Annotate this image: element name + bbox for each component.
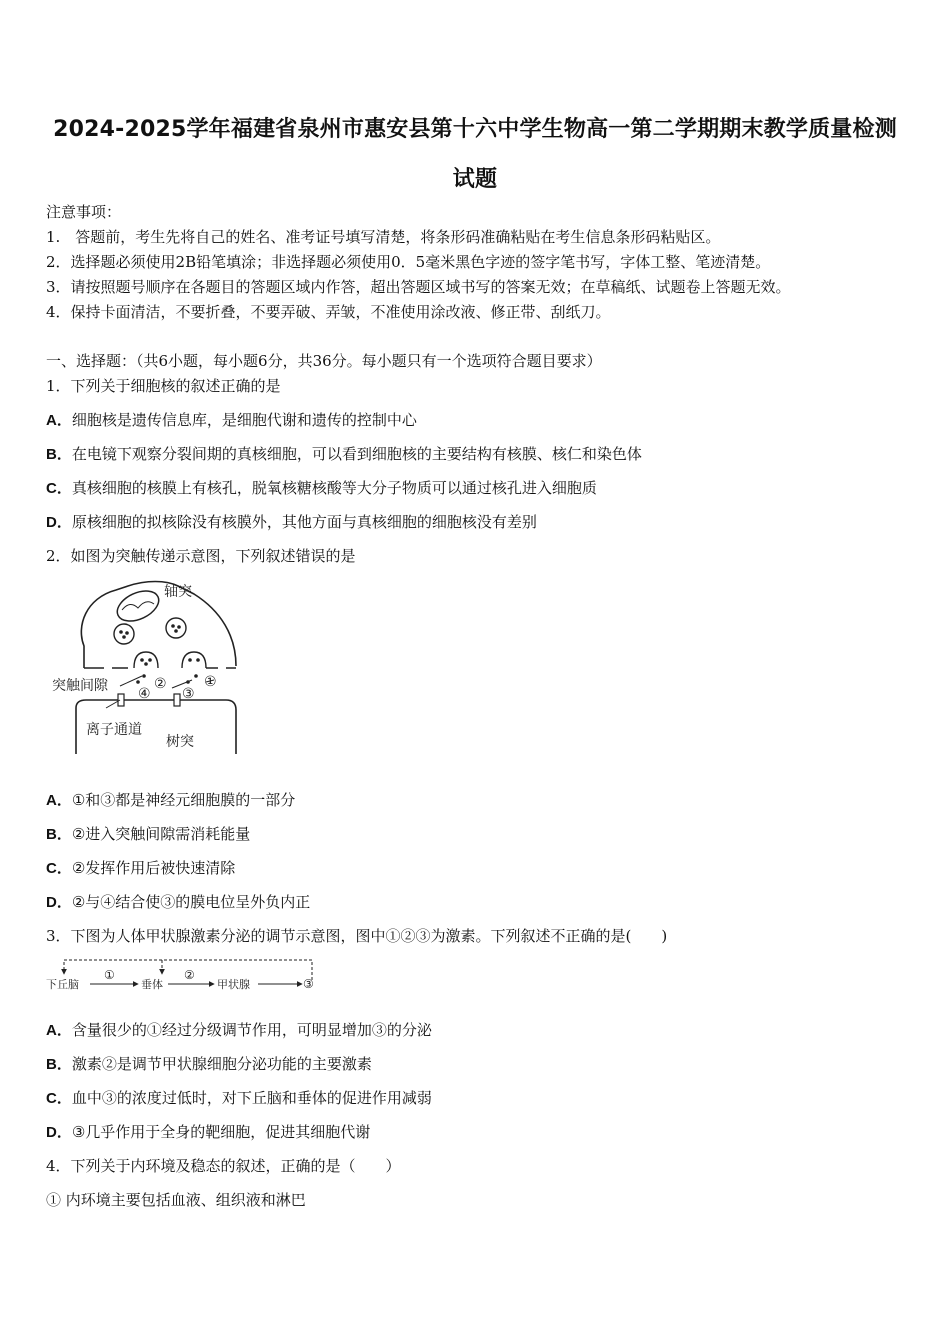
option-row <box>46 478 597 499</box>
option-letter: B． <box>46 826 72 843</box>
notice-item: 3．请按照题号顺序在各题目的答题区域内作答，超出答题区域书写的答案无效；在草稿纸、试题卷上答题无效。 <box>46 278 791 296</box>
option-row <box>46 858 235 879</box>
option-letter: C． <box>46 860 72 877</box>
notice-item: 4．保持卡面清洁，不要折叠，不要弄破、弄皱，不准使用涂改液、修正带、刮纸刀。 <box>46 303 611 321</box>
question-stem: 4．下列关于内环境及稳态的叙述，正确的是（ ） <box>46 1157 401 1175</box>
notice-item: 2．选择题必须使用2B铅笔填涂；非选择题必须使用0．5毫米黑色字迹的签字笔书写，字体工整、笔迹清楚。 <box>46 253 771 271</box>
page-title-line1: 2024-2025学年福建省泉州市惠安县第十六中学生物高一第二学期期末教学质量检测 <box>53 117 897 142</box>
marker-4: ④ <box>138 686 151 702</box>
option-letter: C． <box>46 1090 72 1107</box>
option-letter: A． <box>46 792 72 809</box>
section-heading: 一、选择题：（共6小题，每小题6分，共36分。每小题只有一个选项符合题目要求） <box>46 352 602 370</box>
option-row <box>46 824 250 845</box>
question-stem: 1．下列关于细胞核的叙述正确的是 <box>46 377 281 395</box>
node-hypothalamus: 下丘脑 <box>46 978 79 991</box>
option-letter: D． <box>46 1124 72 1141</box>
arrow-label-2: ② <box>184 968 195 982</box>
option-text: 细胞核是遗传信息库，是细胞代谢和遗传的控制中心 <box>71 411 417 429</box>
option-row <box>46 1020 432 1041</box>
label-ion-channel: 离子通道 <box>86 722 142 738</box>
question-stem: 3．下图为人体甲状腺激素分泌的调节示意图，图中①②③为激素。下列叙述不正确的是( ) <box>46 927 668 945</box>
thyroid-regulation-diagram <box>44 954 324 996</box>
node-pituitary: 垂体 <box>141 978 163 991</box>
node-hormone-3: ③ <box>303 977 314 991</box>
option-text: 血中③的浓度过低时，对下丘脑和垂体的促进作用减弱 <box>71 1089 432 1107</box>
option-text: 激素②是调节甲状腺细胞分泌功能的主要激素 <box>71 1055 372 1073</box>
page-title-line2: 试题 <box>452 167 498 192</box>
option-row <box>46 1088 432 1109</box>
option-row <box>46 1122 370 1143</box>
option-text: ①和③都是神经元细胞膜的一部分 <box>71 791 296 809</box>
option-row <box>46 512 537 533</box>
label-dendrite: 树突 <box>166 734 194 750</box>
arrow-label-1: ① <box>104 968 115 982</box>
option-row <box>46 444 642 465</box>
option-letter: D． <box>46 514 72 531</box>
label-synaptic-cleft: 突触间隙 <box>52 678 108 694</box>
notice-item: 1. 答题前，考生先将自己的姓名、准考证号填写清楚，将条形码准确粘贴在考生信息条形码粘贴区。 <box>46 228 721 246</box>
option-text: 含量很少的①经过分级调节作用，可明显增加③的分泌 <box>71 1021 432 1039</box>
question-stem: 2．如图为突触传递示意图，下列叙述错误的是 <box>46 547 356 565</box>
option-letter: D． <box>46 894 72 911</box>
node-thyroid: 甲状腺 <box>217 978 250 991</box>
statement-item: ① 内环境主要包括血液、组织液和淋巴 <box>46 1191 306 1209</box>
option-row <box>46 1054 372 1075</box>
option-letter: B． <box>46 1056 72 1073</box>
marker-3: ③ <box>182 686 195 702</box>
option-text: 在电镜下观察分裂间期的真核细胞，可以看到细胞核的主要结构有核膜、核仁和染色体 <box>71 445 642 463</box>
marker-2: ② <box>154 676 167 692</box>
option-text: ②与④结合使③的膜电位呈外负内正 <box>71 893 311 911</box>
option-row <box>46 410 417 431</box>
option-text: 原核细胞的拟核除没有核膜外，其他方面与真核细胞的细胞核没有差别 <box>71 513 537 531</box>
option-text: ②进入突触间隙需消耗能量 <box>71 825 251 843</box>
option-row <box>46 790 295 811</box>
label-axon: 轴突 <box>164 584 192 600</box>
option-letter: C． <box>46 480 72 497</box>
synapse-diagram <box>46 576 266 756</box>
option-letter: A． <box>46 412 72 429</box>
option-text: ②发挥作用后被快速清除 <box>71 859 236 877</box>
option-letter: A． <box>46 1022 72 1039</box>
option-row <box>46 892 310 913</box>
option-letter: B． <box>46 446 72 463</box>
option-text: 真核细胞的核膜上有核孔，脱氧核糖核酸等大分子物质可以通过核孔进入细胞质 <box>71 479 597 497</box>
marker-1: ① <box>204 674 217 690</box>
notice-heading: 注意事项： <box>46 203 122 221</box>
option-text: ③几乎作用于全身的靶细胞，促进其细胞代谢 <box>71 1123 371 1141</box>
